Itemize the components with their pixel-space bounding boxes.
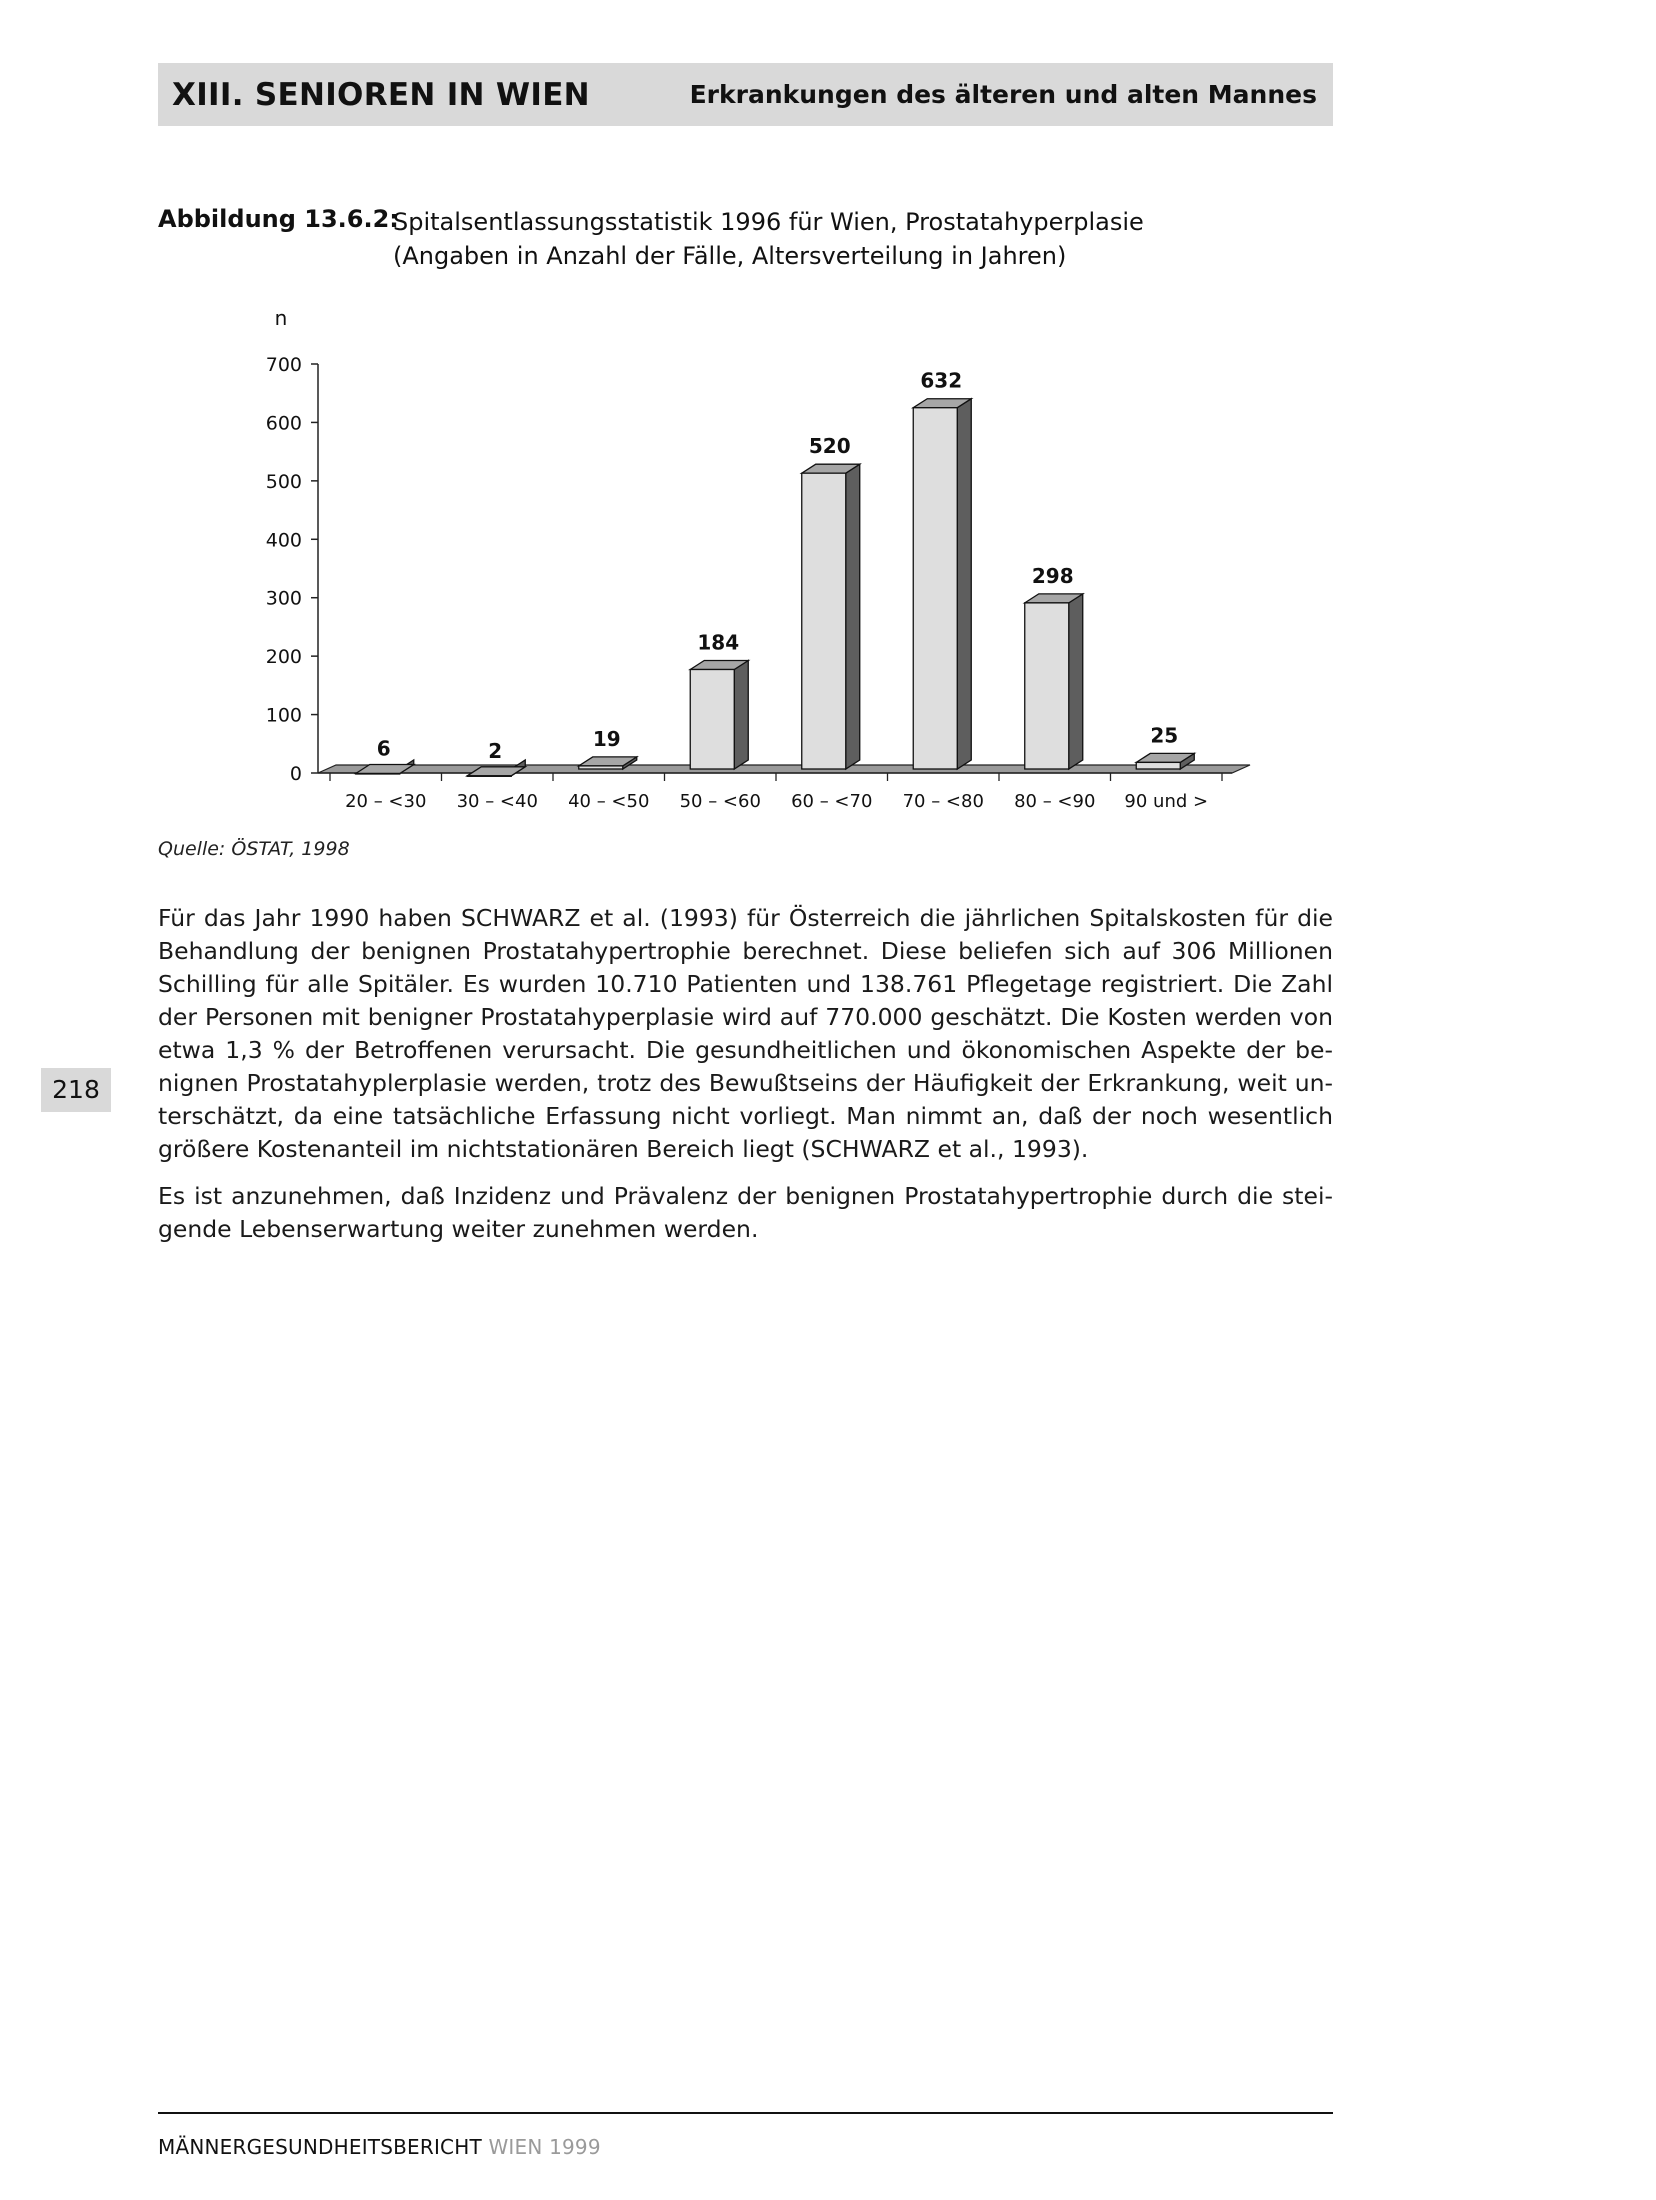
chapter-title: Erkrankungen des älteren und alten Mannes [689,80,1317,109]
bar-value-label: 184 [697,630,740,655]
y-tick-label: 0 [289,763,302,785]
figure-label: Abbildung 13.6.2: [158,205,399,233]
bar-value-label: 25 [1150,723,1179,748]
figure-caption-line-1: Spitalsentlassungsstatistik 1996 für Wien, Prostatahyperplasie [393,208,1144,236]
x-tick-label: 80 – <90 [1014,791,1096,812]
page-number: 218 [41,1068,111,1112]
bar-value-label: 298 [1031,563,1074,588]
bar-value-label: 632 [920,368,963,393]
y-tick-label: 500 [265,470,302,493]
bar-value-label: 2 [488,738,503,763]
x-tick-label: 40 – <50 [568,791,650,812]
body-paragraph-1: Für das Jahr 1990 haben SCHWARZ et al. (1993) für Österreich die jährlichen Spitalskosten für die Behandlung der benignen Prostatahypertrophie berechnet. Diese beliefen sich auf 306 Millionen Schilling für alle Spitäler. Es wurden 10.710 Patienten und 138.761 Pflegetage registriert. Die Zahl der Personen mit benigner Prostatahyperplasie wird auf 770.000 geschätzt. Die Kosten werden von etwa 1,3 % der Betroffenen verursacht. Die gesundheitlichen und ökonomischen Aspekte der benignen Prostatahyplerplasie werden, trotz des Bewußtseins der Häufigkeit der Erkrankung, weit unterschätzt, da eine tatsächliche Erfassung nicht vorliegt. Man nimmt an, daß der noch wesentlich größere Kostenanteil im nichtstationären Bereich liegt (SCHWARZ et al., 1993). [158,904,1333,1163]
section-title: XIII. SENIOREN IN WIEN [172,77,590,113]
bar [913,408,957,769]
bar [802,473,846,769]
y-tick-label: 700 [265,354,302,376]
bar [356,773,400,774]
chart-floor [318,765,1250,773]
bar-side [957,399,971,769]
bar-value-label: 520 [808,434,851,459]
footer [158,2135,601,2159]
y-axis-label: n [274,306,288,330]
bar-side [734,660,748,769]
x-tick-label: 30 – <40 [456,791,538,812]
footer-edition: WIEN 1999 [488,2135,601,2159]
y-tick-label: 100 [265,704,302,727]
bar [467,776,511,777]
figure-source: Quelle: ÖSTAT, 1998 [158,838,350,860]
y-tick-label: 200 [265,646,302,669]
x-tick-label: 50 – <60 [679,791,761,812]
x-tick-label: 90 und > [1124,791,1209,812]
figure-caption-line-2: (Angaben in Anzahl der Fälle, Altersverteilung in Jahren) [393,242,1067,270]
y-tick-label: 600 [265,412,302,435]
bar [690,669,734,769]
x-tick-label: 60 – <70 [791,791,873,812]
footer-rule [158,2112,1333,2114]
body-text [158,902,1333,1260]
footer-report-name: MÄNNERGESUNDHEITSBERICHT [158,2135,482,2159]
bar-side [1069,594,1083,769]
bar [1025,603,1069,769]
bar [1136,762,1180,769]
x-tick-label: 70 – <80 [902,791,984,812]
y-tick-label: 400 [265,529,302,552]
y-tick-label: 300 [265,587,302,610]
bar-value-label: 19 [592,726,621,751]
bar-value-label: 6 [376,736,391,761]
body-paragraph-2: Es ist anzunehmen, daß Inzidenz und Prävalenz der benignen Prostatahypertrophie durch die steigende Lebenserwartung weiter zunehmen werden. [158,1182,1333,1243]
bar-chart [0,0,1656,880]
x-tick-label: 20 – <30 [345,791,427,812]
bar [579,766,623,769]
bar-side [846,464,860,769]
